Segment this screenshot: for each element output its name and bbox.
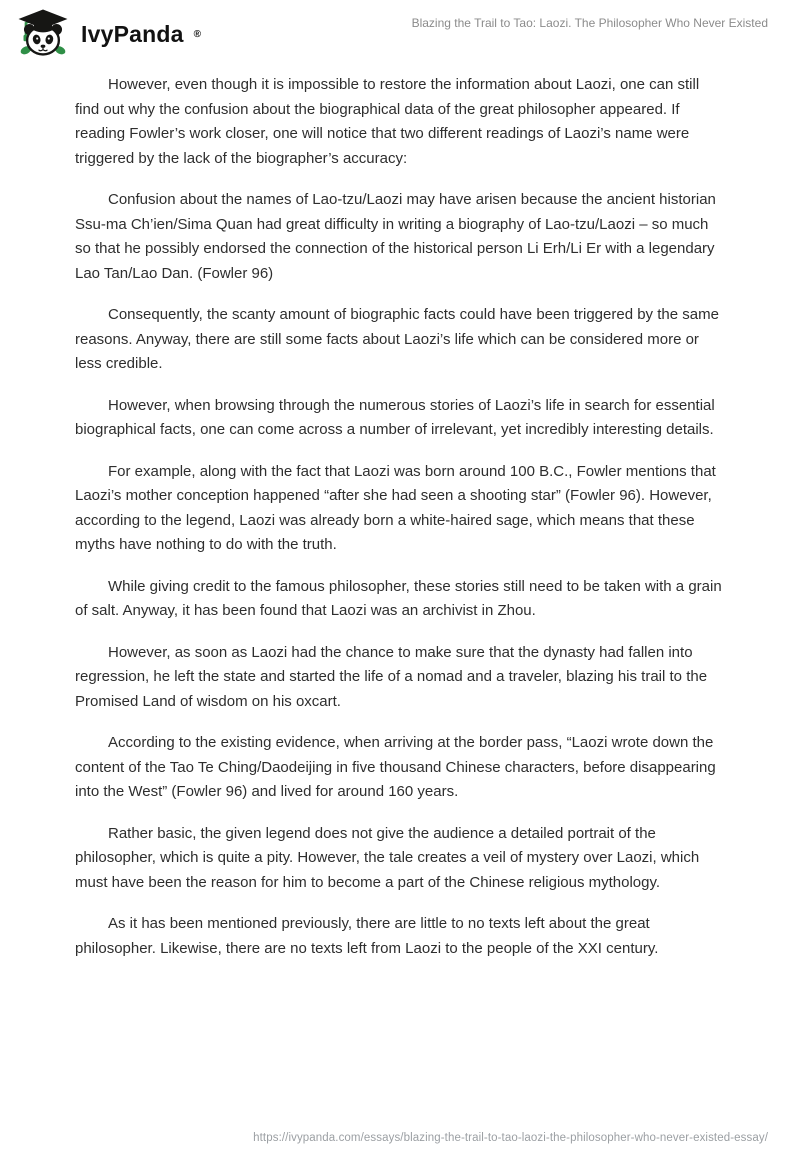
essay-body — [0, 60, 800, 961]
brand-logo[interactable] — [14, 8, 201, 60]
brand-name: IvyPanda — [81, 20, 184, 47]
paragraph-9: Rather basic, the given legend does not give the audience a detailed portrait of the philosopher, which is quite a pity. However, the tale creates a veil of mystery over Laozi, which must have been the reason for him to become a part of the Chinese religious mythology. — [75, 824, 700, 891]
paragraph-5: For example, along with the fact that Laozi was born around 100 B.C., Fowler mentions that Laozi’s mother conception happened “after she had seen a shooting star” (Fowler 96). However, according to the legend, Laozi was already born a white-haired sage, which means that these myths have nothing to do with the truth. — [75, 462, 716, 553]
paragraph-3: Consequently, the scanty amount of biographic facts could have been triggered by the same reasons. Anyway, there are still some facts about Laozi’s life which can be considered more or less credible. — [75, 306, 719, 372]
page-footer — [0, 1128, 768, 1146]
registered-trademark: ® — [193, 28, 201, 40]
panda-graduation-cap-icon — [14, 8, 72, 60]
paragraph-7: However, as soon as Laozi had the chance to make sure that the dynasty had fallen into regression, he left the state and started the life of a nomad and a traveler, blazing his trail to the Promised Land of wisdom on his oxcart. — [75, 643, 708, 710]
paragraph-4: However, when browsing through the numerous stories of Laozi’s life in search for essential biographical facts, one can come across a number of irrelevant, yet incredibly interesting details. — [75, 396, 715, 438]
paragraph-6: While giving credit to the famous philosopher, these stories still need to be taken with a grain of salt. Anyway, it has been found that Laozi was an archivist in Zhou. — [75, 577, 722, 619]
paragraph-1: However, even though it is impossible to restore the information about Laozi, one can still find out why the confusion about the biographical data of the great philosopher appeared. If reading Fowler’s work closer, one will notice that two different readings of Laozi’s name were triggered by the lack of the biographer’s accuracy: — [75, 76, 700, 167]
document-title: Blazing the Trail to Tao: Laozi. The Philosopher Who Never Existed — [411, 16, 768, 30]
paragraph-10: As it has been mentioned previously, there are little to no texts left about the great philosopher. Likewise, there are no texts left from Laozi to the people of the XXI century. — [75, 915, 659, 957]
paragraph-2: Confusion about the names of Lao-tzu/Laozi may have arisen because the ancient historian Ssu-ma Ch’ien/Sima Quan had great difficulty in writing a biography of Lao-tzu/Laozi – so much so that he possibly endorsed the connection of the historical person Li Erh/Li Er with a legendary Lao Tan/Lao Dan. (Fowler 96) — [75, 191, 716, 282]
page-header — [0, 0, 800, 60]
source-url-link[interactable]: https://ivypanda.com/essays/blazing-the-trail-to-tao-laozi-the-philosopher-who-never-existed-essay/ — [253, 1132, 768, 1144]
paragraph-8: According to the existing evidence, when arriving at the border pass, “Laozi wrote down the content of the Tao Te Ching/Daodeijing in five thousand Chinese characters, before disappearing into the West” (Fowler 96) and lived for around 160 years. — [75, 734, 716, 800]
